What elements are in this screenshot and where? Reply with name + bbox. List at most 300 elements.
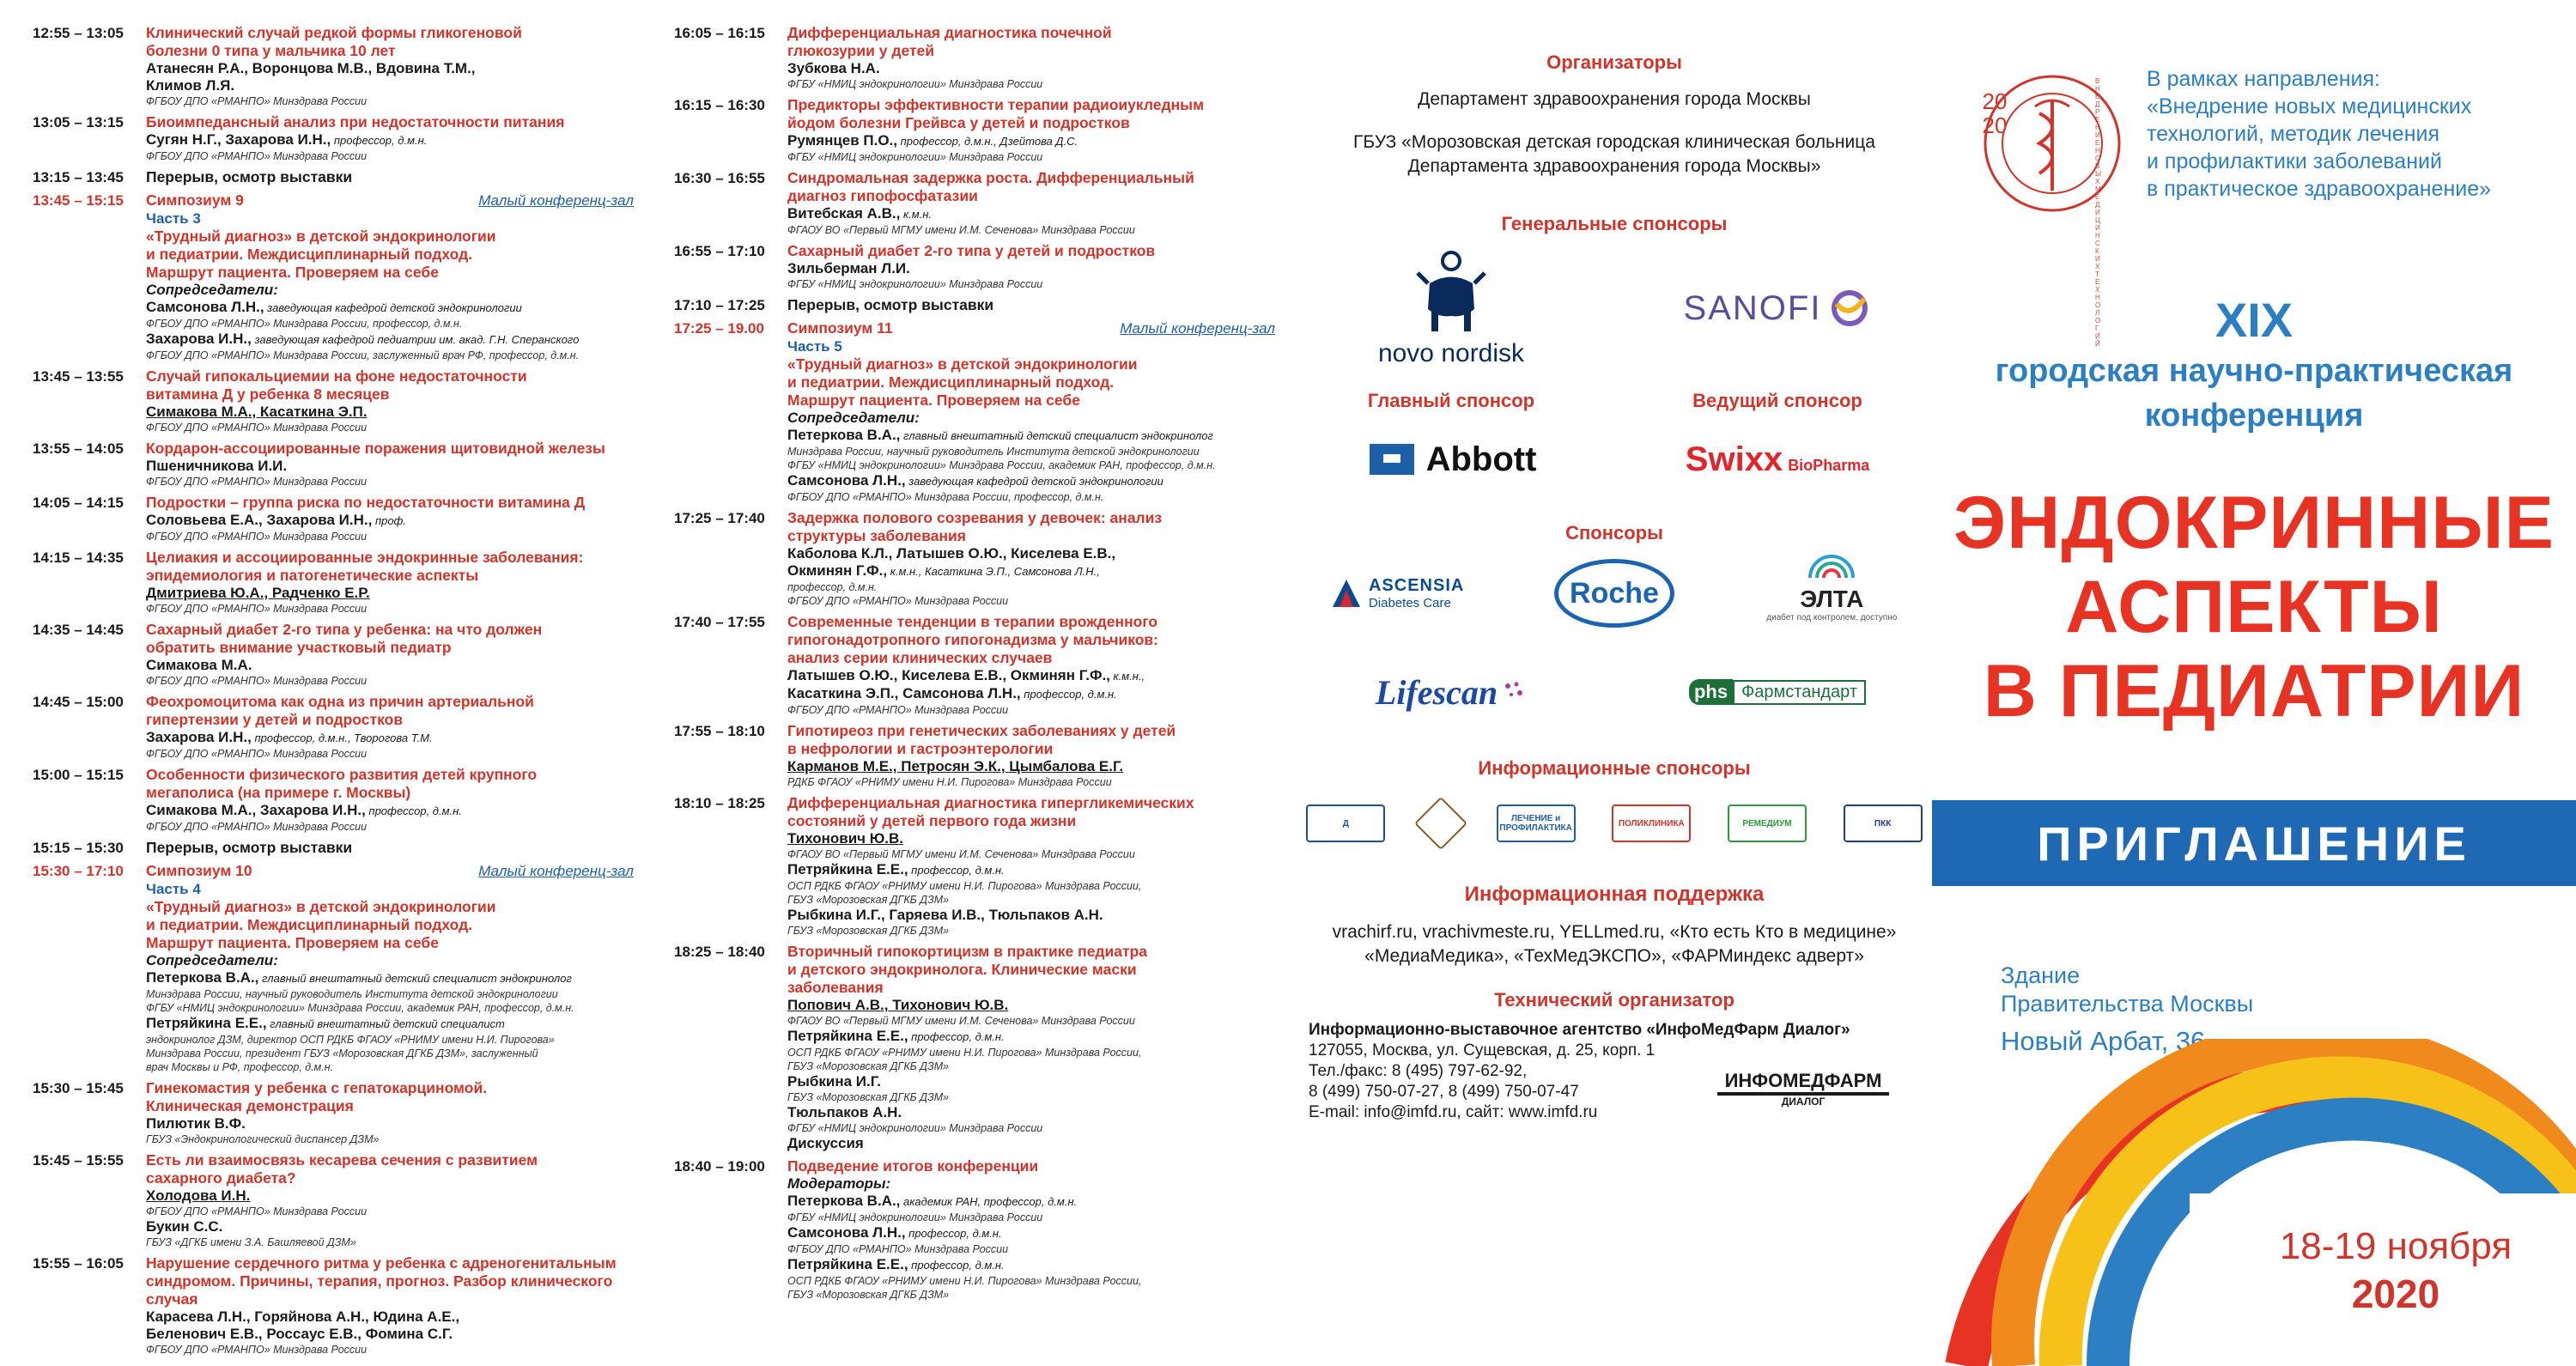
affiliation xyxy=(787,458,1275,472)
speaker-line xyxy=(146,802,634,820)
symposium-part: Часть 4 xyxy=(146,881,201,897)
speaker-text: ФГАОУ ВО «Первый МГМУ имени И.М. Сеченова» Минздрава России xyxy=(787,1015,1135,1027)
ascensia-mark-icon xyxy=(1329,576,1364,610)
roche-logo: Roche xyxy=(1511,559,1717,628)
affiliation xyxy=(146,421,634,434)
apis-bull-icon xyxy=(1413,249,1490,335)
speaker-credentials: профессор, д.м.н. xyxy=(908,1259,1005,1272)
speaker-credentials: академик РАН, профессор, д.м.н. xyxy=(900,1195,1078,1208)
organizers-heading: Организаторы xyxy=(1546,52,1682,73)
speaker-line xyxy=(146,1015,634,1033)
affiliation xyxy=(146,1047,634,1060)
speaker-line xyxy=(787,472,1275,490)
program-entry xyxy=(33,693,634,761)
entry-title: Предикторы эффективности терапии радиоиукледным xyxy=(787,96,1205,113)
affiliation xyxy=(146,530,634,543)
speaker-text: ФГБУ «НМИЦ эндокринологии» Минздрава России, академик РАН, профессор, д.м.н. xyxy=(146,1002,574,1014)
entry-title: Синдромальная задержка роста. Дифференциальный xyxy=(787,169,1194,186)
speaker-text: Захарова И.Н., xyxy=(146,729,252,745)
speaker-text: Симакова М.А., Касаткина Э.П. xyxy=(146,404,368,420)
entry-body xyxy=(146,1079,634,1146)
speaker-credentials: к.м.н., Касаткина Э.П., Самсонова Л.Н., xyxy=(887,565,1100,578)
speaker-text: Захарова И.Н., xyxy=(146,331,252,347)
entry-title: и педиатрии. Междисциплинарный подход. xyxy=(787,373,1115,391)
speaker-text: Соловьева Е.А., Захарова И.Н., xyxy=(146,512,373,528)
speaker-line xyxy=(146,512,634,530)
speaker-text: Сопредседатели: xyxy=(146,282,278,298)
entry-body xyxy=(146,862,634,1074)
speaker-credentials: профессор, д.м.н. xyxy=(1020,688,1117,701)
speaker-text: ФГБОУ ДПО «РМАНПО» Минздрава России, заслуженный врач РФ, профессор, д.м.н. xyxy=(146,349,580,361)
entry-body xyxy=(146,168,634,186)
speaker-line xyxy=(787,1193,1275,1211)
affiliation xyxy=(787,847,1275,861)
entry-body xyxy=(787,794,1275,938)
speaker-text: Петряйкина Е.Е., xyxy=(146,1015,267,1031)
speaker-text: ОСП РДКБ ФГАОУ «РНИМУ имени Н.И. Пирогова» Минздрава России, xyxy=(787,1047,1142,1059)
emblem-ring-text: ВНЕДРЕНИЕ НОВЫХ МЕДИЦИНСКИХ ТЕХНОЛОГИЙ xyxy=(2095,77,2102,348)
entry-title: Подведение итогов конференции xyxy=(787,1157,1039,1175)
speaker-line xyxy=(146,458,634,475)
entry-body xyxy=(146,1254,634,1357)
affiliation xyxy=(787,1211,1275,1224)
program-entry xyxy=(674,613,1275,717)
entry-title: Перерыв, осмотр выставки xyxy=(146,839,353,856)
entry-time: 13:15 – 13:45 xyxy=(33,169,124,185)
speaker-line xyxy=(787,685,1275,703)
speaker-line xyxy=(146,77,634,94)
info-sponsor-logo xyxy=(1497,804,1576,842)
speaker-text: Симакова М.А. xyxy=(146,657,252,673)
program-entry xyxy=(674,96,1275,164)
entry-body xyxy=(146,24,634,108)
affiliation xyxy=(787,703,1275,717)
speaker-text: ГБУЗ «Морозовская ДГКБ ДЗМ» xyxy=(787,1091,950,1103)
speaker-text: Тюльпаков А.Н. xyxy=(787,1104,902,1120)
program-entry xyxy=(674,794,1275,938)
speaker-text: Витебская А.В., xyxy=(787,205,901,222)
speaker-text: Попович А.В., Тихонович Ю.В. xyxy=(787,997,1009,1013)
tech-organizer-phone-1: Тел./факс: 8 (495) 797-62-92, xyxy=(1309,1062,1528,1080)
organizer-2-line-1: ГБУЗ «Морозовская детская городская клиническая больница xyxy=(1353,132,1875,152)
speaker-text: ФГБУ «НМИЦ эндокринологии» Минздрава России xyxy=(787,1122,1043,1134)
speaker-text: ОСП РДКБ ФГАОУ «РНИМУ имени Н.И. Пирогова» Минздрава России, xyxy=(787,880,1142,892)
speaker-text: врач Москвы и РФ, профессор, д.м.н. xyxy=(146,1061,334,1073)
speaker-text: Карасева Л.Н., Горяйнова А.Н., Юдина А.Е., xyxy=(146,1308,460,1325)
organizer-2-line-2: Департамента здравоохранения города Москвы» xyxy=(1407,156,1821,176)
entry-body xyxy=(146,367,634,434)
affiliation xyxy=(787,223,1275,237)
lead-sponsor-heading: Ведущий спонсор xyxy=(1692,390,1862,411)
ascensia-logo: ASCENSIA Diabetes Care xyxy=(1294,576,1500,610)
speaker-text: ГБУЗ «Морозовская ДГКБ ДЗМ» xyxy=(787,925,950,937)
hall-link[interactable]: Малый конференц-зал xyxy=(478,192,634,209)
speaker-text: Петряйкина Е.Е., xyxy=(787,861,908,877)
cover-panel xyxy=(1932,0,2576,1366)
speaker-text: Пшеничникова И.И. xyxy=(146,458,288,474)
entry-body xyxy=(146,113,634,163)
entry-title: Целиакия и ассоциированные эндокринные заболевания: xyxy=(146,549,584,566)
entry-time: 16:05 – 16:15 xyxy=(674,25,765,41)
program-column-1 xyxy=(33,24,634,1362)
entry-time: 13:45 – 15:15 xyxy=(33,192,124,209)
entry-time: 15:00 – 15:15 xyxy=(33,767,124,783)
entry-time: 17:25 – 19.00 xyxy=(674,320,764,337)
affiliation xyxy=(146,1001,634,1015)
speaker-credentials: главный внештатный детский специалист xyxy=(266,1017,505,1030)
hall-link[interactable]: Малый конференц-зал xyxy=(1120,320,1275,337)
program-entry xyxy=(33,862,634,1074)
entry-body xyxy=(787,319,1275,504)
speaker-line xyxy=(787,132,1275,150)
speaker-line xyxy=(146,299,634,317)
entry-title: анализ серии клинических случаев xyxy=(787,649,1053,666)
speaker-line xyxy=(146,1115,634,1132)
affiliation xyxy=(787,775,1275,789)
entry-time: 12:55 – 13:05 xyxy=(33,25,124,41)
entry-body xyxy=(146,693,634,761)
speaker-text: Минздрава России, научный руководитель Института детской эндокринологии xyxy=(787,446,1200,458)
info-sponsors-logos xyxy=(1288,793,1941,853)
speaker-line xyxy=(146,404,634,421)
speaker-text: ФГАОУ ВО «Первый МГМУ имени И.М. Сеченова» Минздрава России xyxy=(787,848,1135,860)
speaker-text: Пилютик В.Ф. xyxy=(146,1115,246,1132)
speaker-text: ФГБОУ ДПО «РМАНПО» Минздрава России xyxy=(146,95,368,107)
sponsors-heading: Спонсоры xyxy=(1565,522,1663,543)
entry-body xyxy=(787,242,1275,291)
symposium-row xyxy=(787,319,1275,337)
speaker-text: ФГБОУ ДПО «РМАНПО» Минздрава России xyxy=(146,476,368,488)
entry-title: гипертензии у детей и подростков xyxy=(146,711,404,728)
speaker-text: ОСП РДКБ ФГАОУ «РНИМУ имени Н.И. Пирогова» Минздрава России, xyxy=(787,1275,1142,1287)
entry-time: 13:45 – 13:55 xyxy=(33,368,124,385)
entry-title: синдромом. Причины, терапия, прогноз. Разбор клинического случая xyxy=(146,1272,613,1308)
speaker-line xyxy=(787,410,1275,427)
speaker-text: ФГБОУ ДПО «РМАНПО» Минздрава России xyxy=(146,675,368,687)
info-support-line-2: «МедиаМедика», «ТехМедЭКСПО», «ФАРМиндекс адверт» xyxy=(1364,946,1864,966)
entry-title: Дифференциальная диагностика гипергликемических xyxy=(787,794,1194,811)
entry-title: Клиническая демонстрация xyxy=(146,1097,354,1114)
program-entry xyxy=(674,169,1275,237)
speaker-text: ФГБОУ ДПО «РМАНПО» Минздрава России, профессор, д.м.н. xyxy=(787,491,1104,503)
entry-title: Особенности физического развития детей крупного xyxy=(146,766,538,783)
affiliation xyxy=(787,594,1275,608)
entry-title: Сахарный диабет 2-го типа у ребенка: на что должен xyxy=(146,621,543,638)
speaker-text: Латышев О.Ю., Киселева Е.В., Окминян Г.Ф., xyxy=(787,667,1110,683)
entry-body xyxy=(146,191,634,362)
entry-body xyxy=(787,24,1275,91)
speaker-line xyxy=(146,1308,634,1326)
entry-title: Дифференциальная диагностика почечной xyxy=(787,24,1112,41)
speaker-line xyxy=(787,861,1275,879)
entry-body xyxy=(787,943,1275,1152)
speaker-line xyxy=(146,282,634,299)
abbott-logo: Abbott xyxy=(1322,440,1580,479)
speaker-text: Холодова И.Н. xyxy=(146,1187,251,1204)
speaker-text: Зильберман Л.И. xyxy=(787,260,910,276)
entry-time: 17:10 – 17:25 xyxy=(674,297,765,313)
program-entry xyxy=(33,367,634,434)
program-entry xyxy=(33,113,634,163)
entry-title: и педиатрии. Междисциплинарный подход. xyxy=(146,916,473,933)
speaker-text: ФГБОУ ДПО «РМАНПО» Минздрава России, профессор, д.м.н. xyxy=(146,318,463,330)
tech-organizer-phone-2: 8 (499) 750-07-27, 8 (499) 750-07-47 xyxy=(1309,1083,1579,1101)
entry-title: Гипотиреоз при генетических заболеваниях у детей xyxy=(787,722,1176,739)
speaker-credentials: профессор, д.м.н. xyxy=(365,804,462,817)
entry-title: Современные тенденции в терапии врожденного xyxy=(787,613,1158,630)
entry-title: Маршрут пациента. Проверяем на себе xyxy=(146,264,439,281)
entry-title: болезни 0 типа у мальчика 10 лет xyxy=(146,42,396,59)
speaker-line xyxy=(146,657,634,674)
affiliation xyxy=(146,1132,634,1146)
program-entry xyxy=(33,1079,634,1146)
speaker-text: Модераторы: xyxy=(787,1175,891,1192)
entry-title: «Трудный диагноз» в детской эндокринологии xyxy=(146,228,496,245)
speaker-text: ФГБОУ ДПО «РМАНПО» Минздрава России xyxy=(787,595,1009,607)
entry-title: Нарушение сердечного ритма у ребенка с адреногенитальным xyxy=(146,1254,617,1272)
speaker-text: профессор, д.м.н. xyxy=(787,581,878,593)
affiliation xyxy=(787,1274,1275,1288)
entry-time: 18:10 – 18:25 xyxy=(674,795,765,811)
entry-title: Задержка полового созревания у девочек: анализ xyxy=(787,509,1163,526)
speaker-line xyxy=(787,907,1275,924)
speaker-text: Минздрава России, президент ГБУЗ «Морозовская ДГКБ ДЗМ», заслуженный xyxy=(146,1047,538,1059)
speaker-text: ФГАОУ ВО «Первый МГМУ имени И.М. Сеченова» Минздрава России xyxy=(787,224,1135,236)
speaker-credentials: заведующая кафедрой детской эндокринологии xyxy=(905,475,1163,488)
sanofi-logo: SANOFI xyxy=(1666,287,1889,330)
program-entry xyxy=(674,943,1275,1152)
speaker-text: ГБУЗ «Морозовская ДГКБ ДЗМ» xyxy=(787,1289,950,1301)
speaker-text: Петряйкина Е.Е., xyxy=(787,1256,908,1272)
program-column-2 xyxy=(674,24,1275,1307)
speaker-text: Каболова К.Л., Латышев О.Ю., Киселева Е.В., xyxy=(787,545,1116,562)
symposium-title: Симпозиум 11 xyxy=(787,319,893,337)
speaker-line xyxy=(146,1326,634,1343)
affiliation xyxy=(787,445,1275,458)
speaker-text: Петеркова В.А., xyxy=(146,969,259,986)
speaker-text: Румянцев П.О., xyxy=(787,132,898,149)
conference-subtitle: XIX городская научно-практическая конференция xyxy=(1932,292,2576,438)
entry-time: 16:15 – 16:30 xyxy=(674,97,765,113)
entry-time: 15:55 – 16:05 xyxy=(33,1255,124,1272)
info-sponsor-logo xyxy=(1728,804,1807,842)
entry-time: 15:45 – 15:55 xyxy=(33,1152,124,1169)
tech-organizer-block xyxy=(1288,1020,1941,1123)
affiliation xyxy=(146,820,634,834)
symposium-part: Часть 5 xyxy=(787,338,842,355)
speaker-text: эндокринолог ДЗМ, директор ОСП РДКБ ФГАОУ «РНИМУ имени Н.И. Пирогова» xyxy=(146,1034,555,1046)
speaker-text: Симакова М.А., Захарова И.Н., xyxy=(146,802,366,818)
entry-title: и детского эндокринолога. Клинические маски xyxy=(787,961,1137,978)
entry-title: Кордарон-ассоциированные поражения щитовидной железы xyxy=(146,440,605,457)
affiliation xyxy=(146,1060,634,1074)
program-entry xyxy=(33,191,634,362)
program-entry xyxy=(33,766,634,834)
entry-body xyxy=(787,1157,1275,1302)
entry-title: сахарного диабета? xyxy=(146,1169,296,1187)
speaker-line xyxy=(787,427,1275,445)
entry-time: 17:40 – 17:55 xyxy=(674,614,765,630)
affiliation xyxy=(787,277,1275,291)
speaker-text: ФГБОУ ДПО «РМАНПО» Минздрава России xyxy=(146,1344,368,1356)
speaker-line xyxy=(146,1187,634,1205)
swixx-logo: Swixx BioPharma xyxy=(1685,440,1870,478)
affiliation xyxy=(787,1059,1275,1073)
general-sponsors-heading: Генеральные спонсоры xyxy=(1501,213,1728,234)
speaker-credentials: профессор, д.м.н. xyxy=(905,1227,1002,1240)
organizer-1: Департамент здравоохранения города Москвы xyxy=(1418,89,1811,109)
entry-body xyxy=(146,440,634,489)
info-sponsor-logo xyxy=(1844,804,1923,842)
entry-time: 13:05 – 13:15 xyxy=(33,114,124,131)
affiliation xyxy=(787,580,1275,594)
affiliation xyxy=(146,317,634,331)
speaker-text: ФГБУ «НМИЦ эндокринологии» Минздрава России xyxy=(787,151,1043,163)
info-sponsor-logo-text: ПКК xyxy=(1874,818,1892,829)
speaker-line xyxy=(787,830,1275,847)
speaker-line xyxy=(787,562,1275,580)
speaker-text: ФГБОУ ДПО «РМАНПО» Минздрава России xyxy=(146,150,368,162)
symposium-row xyxy=(146,191,634,209)
speaker-text: Минздрава России, научный руководитель Института детской эндокринологии xyxy=(146,988,558,1000)
entry-title: обратить внимание участковый педиатр xyxy=(146,639,452,656)
affiliation xyxy=(146,1205,634,1218)
affiliation xyxy=(146,149,634,163)
program-entry xyxy=(674,319,1275,504)
entry-time: 14:15 – 14:35 xyxy=(33,549,124,566)
entry-title: Случай гипокальциемии на фоне недостаточности xyxy=(146,367,527,385)
entry-body xyxy=(146,549,634,616)
info-sponsor-logo xyxy=(1306,804,1385,842)
speaker-line xyxy=(787,1104,1275,1121)
entry-title: Феохромоцитома как одна из причин артериальной xyxy=(146,693,534,710)
entry-body xyxy=(787,613,1275,717)
tech-organizer-email: E-mail: info@imfd.ru, сайт: www.imfd.ru xyxy=(1309,1103,1598,1121)
affiliation xyxy=(787,490,1275,504)
speaker-credentials: к.м.н., xyxy=(1109,670,1145,683)
info-support-heading: Информационная поддержка xyxy=(1464,883,1765,906)
info-sponsor-logo-text: ЛЕЧЕНИЕ и ПРОФИЛАКТИКА xyxy=(1499,814,1572,833)
speaker-text: ФГБОУ ДПО «РМАНПО» Минздрава России xyxy=(787,704,1009,716)
program-entry xyxy=(33,621,634,688)
speaker-line xyxy=(787,1224,1275,1242)
affiliation xyxy=(146,674,634,688)
affiliation xyxy=(146,987,634,1001)
entry-body xyxy=(787,96,1275,164)
speaker-text: ФГБУ «НМИЦ эндокринологии» Минздрава России xyxy=(787,78,1043,90)
affiliation xyxy=(146,1033,634,1047)
program-entry xyxy=(33,1254,634,1357)
program-entry xyxy=(674,1157,1275,1302)
speaker-text: Дмитриева Ю.А., Радченко Е.Р. xyxy=(146,585,370,601)
speaker-text: РДКБ ФГАОУ «РНИМУ имени Н.И. Пирогова» Минздрава России xyxy=(787,776,1112,788)
entry-body xyxy=(146,1151,634,1249)
speaker-line xyxy=(787,1028,1275,1046)
entry-title: «Трудный диагноз» в детской эндокринологии xyxy=(787,355,1138,373)
speaker-text: Рыбкина И.Г. xyxy=(787,1073,881,1090)
entry-time: 14:05 – 14:15 xyxy=(33,495,124,511)
speaker-credentials: профессор, д.м.н., Дзейтова Д.С. xyxy=(897,135,1078,148)
entry-title: заболевания xyxy=(787,979,884,996)
entry-body xyxy=(146,621,634,688)
entry-body xyxy=(787,509,1275,608)
program-entry xyxy=(33,494,634,543)
speaker-line xyxy=(787,1256,1275,1274)
program-entry xyxy=(33,24,634,108)
speaker-text: Зубкова Н.А. xyxy=(787,60,880,76)
entry-title: Перерыв, осмотр выставки xyxy=(146,168,353,185)
affiliation xyxy=(787,77,1275,91)
entry-time: 18:40 – 19:00 xyxy=(674,1158,765,1175)
entry-title: витамина Д у ребенка 8 месяцев xyxy=(146,386,390,403)
speaker-text: ФГБОУ ДПО «РМАНПО» Минздрава России xyxy=(146,531,368,543)
speaker-text: ФГБУ «НМИЦ эндокринологии» Минздрава России xyxy=(787,1211,1043,1223)
speaker-text: Тихонович Ю.В. xyxy=(787,830,904,847)
affiliation xyxy=(146,1343,634,1357)
info-sponsor-logo-text: РЕМЕДИУМ xyxy=(1742,818,1792,829)
speaker-line xyxy=(146,131,634,149)
speaker-line xyxy=(146,1218,634,1235)
affiliation xyxy=(146,1235,634,1249)
entry-body xyxy=(787,169,1275,237)
speaker-credentials: профессор, д.м.н., Творогова Т.М. xyxy=(251,732,433,744)
speaker-line xyxy=(146,585,634,602)
entry-title: Есть ли взаимосвязь кесарева сечения с развитием xyxy=(146,1151,538,1169)
conference-dates: 18-19 ноября 2020 xyxy=(2279,1225,2512,1316)
speaker-text: ГБУЗ «Морозовская ДГКБ ДЗМ» xyxy=(787,894,950,906)
symposium-title: Симпозиум 10 xyxy=(146,862,252,879)
entry-title: Перерыв, осмотр выставки xyxy=(787,296,994,313)
speaker-credentials: главный внештатный детский специалист эндокринолог xyxy=(900,429,1213,442)
speaker-line xyxy=(787,1073,1275,1090)
affiliation xyxy=(787,1090,1275,1104)
entry-time: 15:30 – 15:45 xyxy=(33,1080,124,1096)
entry-time: 16:30 – 16:55 xyxy=(674,170,765,186)
entry-title: Биоимпедансный анализ при недостаточности питания xyxy=(146,113,565,131)
conference-title: ЭНДОКРИННЫЕ АСПЕКТЫ В ПЕДИАТРИИ xyxy=(1953,482,2555,732)
program-entry xyxy=(674,509,1275,608)
entry-time: 15:30 – 17:10 xyxy=(33,863,124,879)
speaker-text: Беленович Е.В., Россаус Е.В., Фомина С.Г. xyxy=(146,1326,453,1342)
affiliation xyxy=(146,747,634,761)
symposium-row xyxy=(146,862,634,880)
speaker-line xyxy=(787,1135,1275,1152)
speaker-text: ФГБУ «НМИЦ эндокринологии» Минздрава России xyxy=(787,278,1043,290)
hall-link[interactable]: Малый конференц-зал xyxy=(478,863,634,879)
entry-time: 13:55 – 14:05 xyxy=(33,440,124,457)
speaker-line xyxy=(787,205,1275,223)
affiliation xyxy=(787,1288,1275,1302)
entry-time: 16:55 – 17:10 xyxy=(674,243,765,259)
speaker-line xyxy=(787,667,1275,685)
program-entry xyxy=(33,1151,634,1249)
pharmstandard-logo: phs Фармстандарт xyxy=(1649,679,1906,705)
info-sponsor-logo xyxy=(1414,797,1467,850)
symposium-title: Симпозиум 9 xyxy=(146,191,244,209)
speaker-line xyxy=(787,260,1275,277)
speaker-text: Сопредседатели: xyxy=(787,410,920,426)
program-entry xyxy=(33,549,634,616)
tech-organizer-heading: Технический организатор xyxy=(1494,989,1735,1011)
entry-title: в нефрологии и гастроэнтерологии xyxy=(787,740,1054,757)
speaker-text: Дискуссия xyxy=(787,1135,864,1151)
speaker-line xyxy=(146,969,634,987)
entry-title: йодом болезни Грейвса у детей и подростков xyxy=(787,114,1130,131)
speaker-text: ФГБУ «НМИЦ эндокринологии» Минздрава России, академик РАН, профессор, д.м.н. xyxy=(787,459,1216,471)
entry-title: диагноз гипофосфатазии xyxy=(787,187,978,204)
speaker-text: ФГБОУ ДПО «РМАНПО» Минздрава России xyxy=(146,422,368,434)
entry-body xyxy=(787,296,1275,314)
